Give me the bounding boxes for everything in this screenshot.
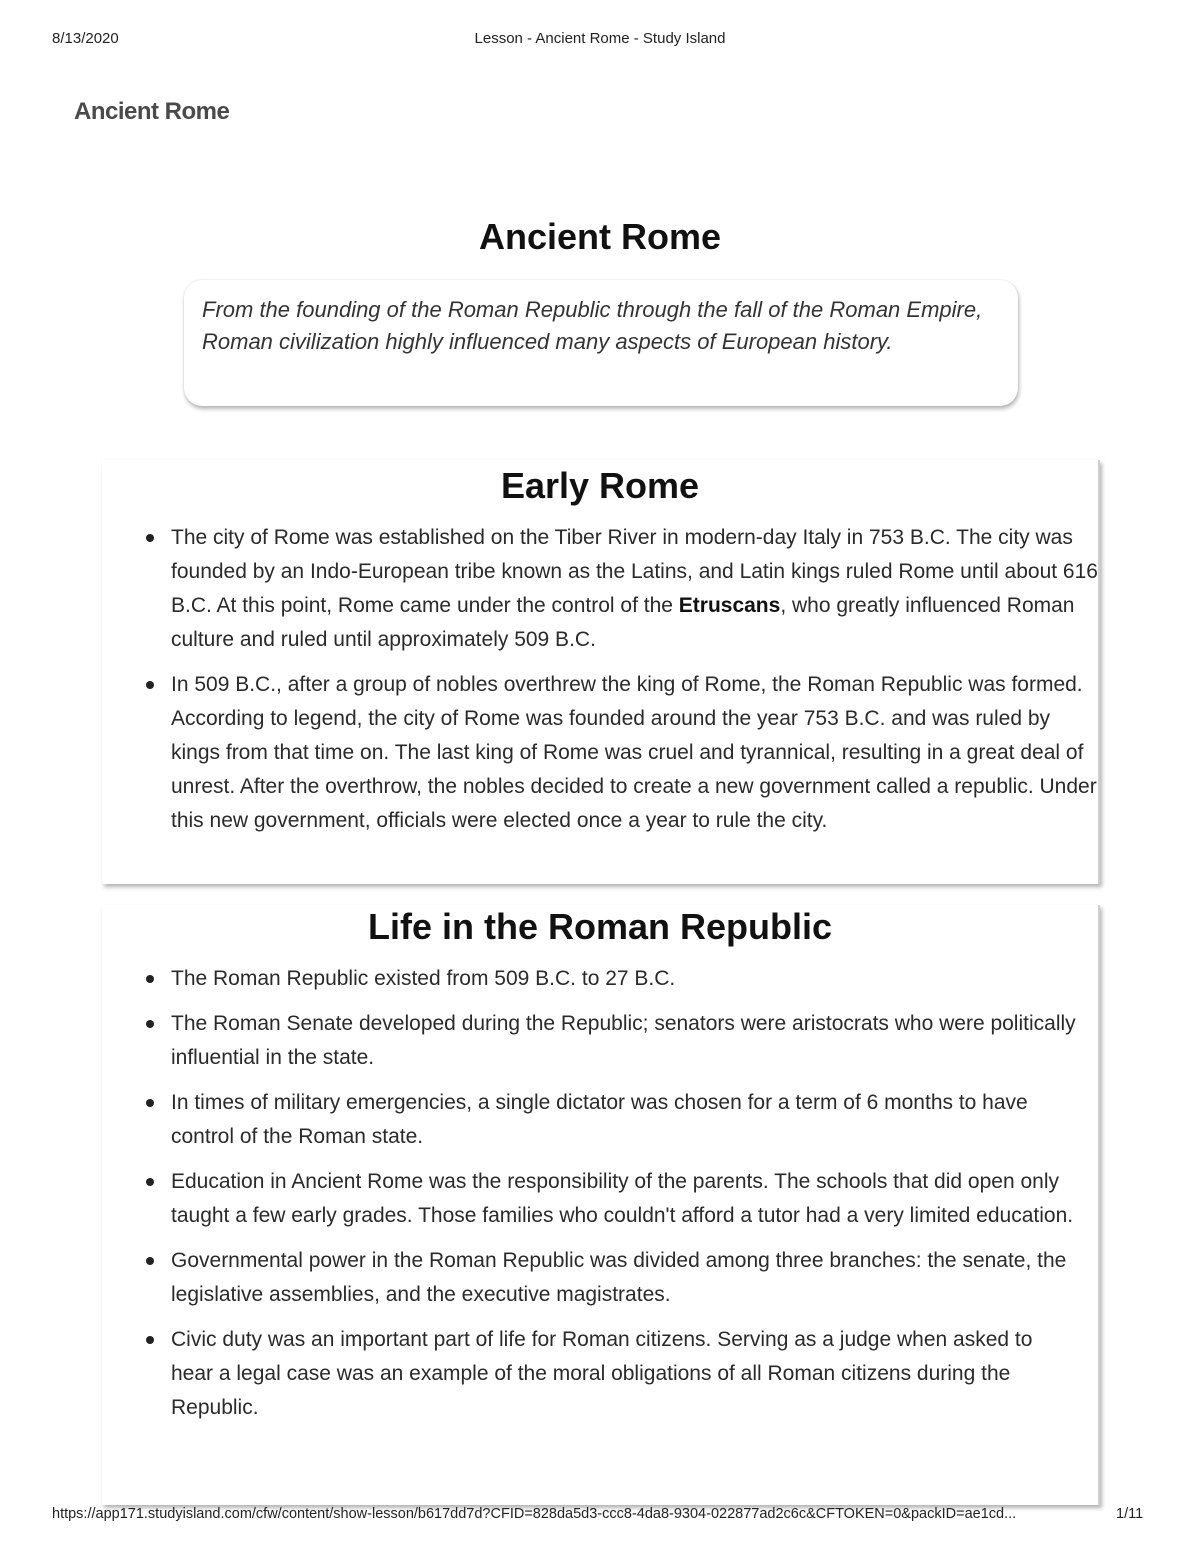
intro-text: From the founding of the Roman Republic through the fall of the Roman Empire, Roman civilization highly influenced many aspects of European history. [202, 297, 983, 354]
key-term: Etruscans [678, 594, 781, 617]
bullet-list [102, 962, 1098, 1425]
bullet-text: In times of military emergencies, a single dictator was chosen for a term of 6 months to have control of the Roman state. [171, 1091, 1028, 1148]
lesson-title: Ancient Rome [478, 216, 722, 257]
print-page-title: Lesson - Ancient Rome - Study Island [474, 30, 726, 47]
bullet-text: In 509 B.C., after a group of nobles overthrew the king of Rome, the Roman Republic was formed. According to legend, the city of Rome was founded around the year 753 B.C. and was ruled by kings from that time on. The last king of Rome was cruel and tyrannical, resulting in a great deal of unrest. After the overthrow, the nobles decided to create a new government called a republic. Under this new government, officials were elected once a year to rule the city. [171, 673, 1097, 832]
bullet-icon [146, 681, 154, 689]
footer-page-number: 1/11 [1116, 1506, 1144, 1522]
section-title: Early Rome [500, 465, 700, 506]
bullet-icon [146, 1336, 154, 1344]
list-item [102, 521, 1098, 657]
bullet-text: Civic duty was an important part of life for Roman citizens. Serving as a judge when asked to hear a legal case was an example of the moral obligations of all Roman citizens during the Republic. [171, 1328, 1033, 1419]
list-item [102, 1165, 1080, 1233]
bullet-text: The Roman Senate developed during the Republic; senators were aristocrats who were politically influential in the state. [171, 1012, 1076, 1069]
list-item [102, 1086, 1080, 1154]
print-footer [0, 1506, 1200, 1526]
list-item [102, 1007, 1080, 1075]
bullet-icon [146, 1099, 154, 1107]
bullet-icon [146, 975, 154, 983]
bullet-text-after: , who greatly influenced Roman culture and ruled until approximately 509 B.C. [171, 594, 1075, 651]
print-date: 8/13/2020 [52, 30, 119, 47]
list-item [102, 962, 1080, 996]
bullet-icon [146, 1257, 154, 1265]
bullet-icon [146, 1178, 154, 1186]
bullet-icon [146, 1020, 154, 1028]
page-heading: Ancient Rome [74, 98, 230, 125]
bullet-text: Education in Ancient Rome was the responsibility of the parents. The schools that did open only taught a few early grades. Those families who couldn't afford a tutor had a very limited education. [171, 1170, 1074, 1227]
section-early-rome [102, 460, 1100, 884]
bullet-list [102, 521, 1098, 838]
list-item [102, 1244, 1080, 1312]
bullet-text: Governmental power in the Roman Republic was divided among three branches: the senate, the legislative assemblies, and the executive magistrates. [171, 1249, 1067, 1306]
list-item [102, 1323, 1080, 1425]
bullet-text-before: The city of Rome was established on the Tiber River in modern-day Italy in 753 B.C. The city was founded by an Indo-European tribe known as the Latins, and Latin kings ruled Rome until about 616 B.C. At this point, Rome came under the control of the [171, 526, 1098, 617]
bullet-text: The Roman Republic existed from 509 B.C. to 27 B.C. [171, 967, 676, 990]
section-title: Life in the Roman Republic [367, 906, 833, 947]
section-life-in-the-roman-republic [102, 905, 1100, 1505]
footer-url: https://app171.studyisland.com/cfw/content/show-lesson/b617dd7d?CFID=828da5d3-ccc8-4da8-9304-022877ad2c6c&CFTOKEN=0&packID=ae1cd... [52, 1506, 1017, 1522]
list-item [102, 668, 1098, 838]
print-header [0, 30, 1200, 50]
bullet-icon [146, 534, 154, 542]
intro-box [184, 280, 1018, 406]
